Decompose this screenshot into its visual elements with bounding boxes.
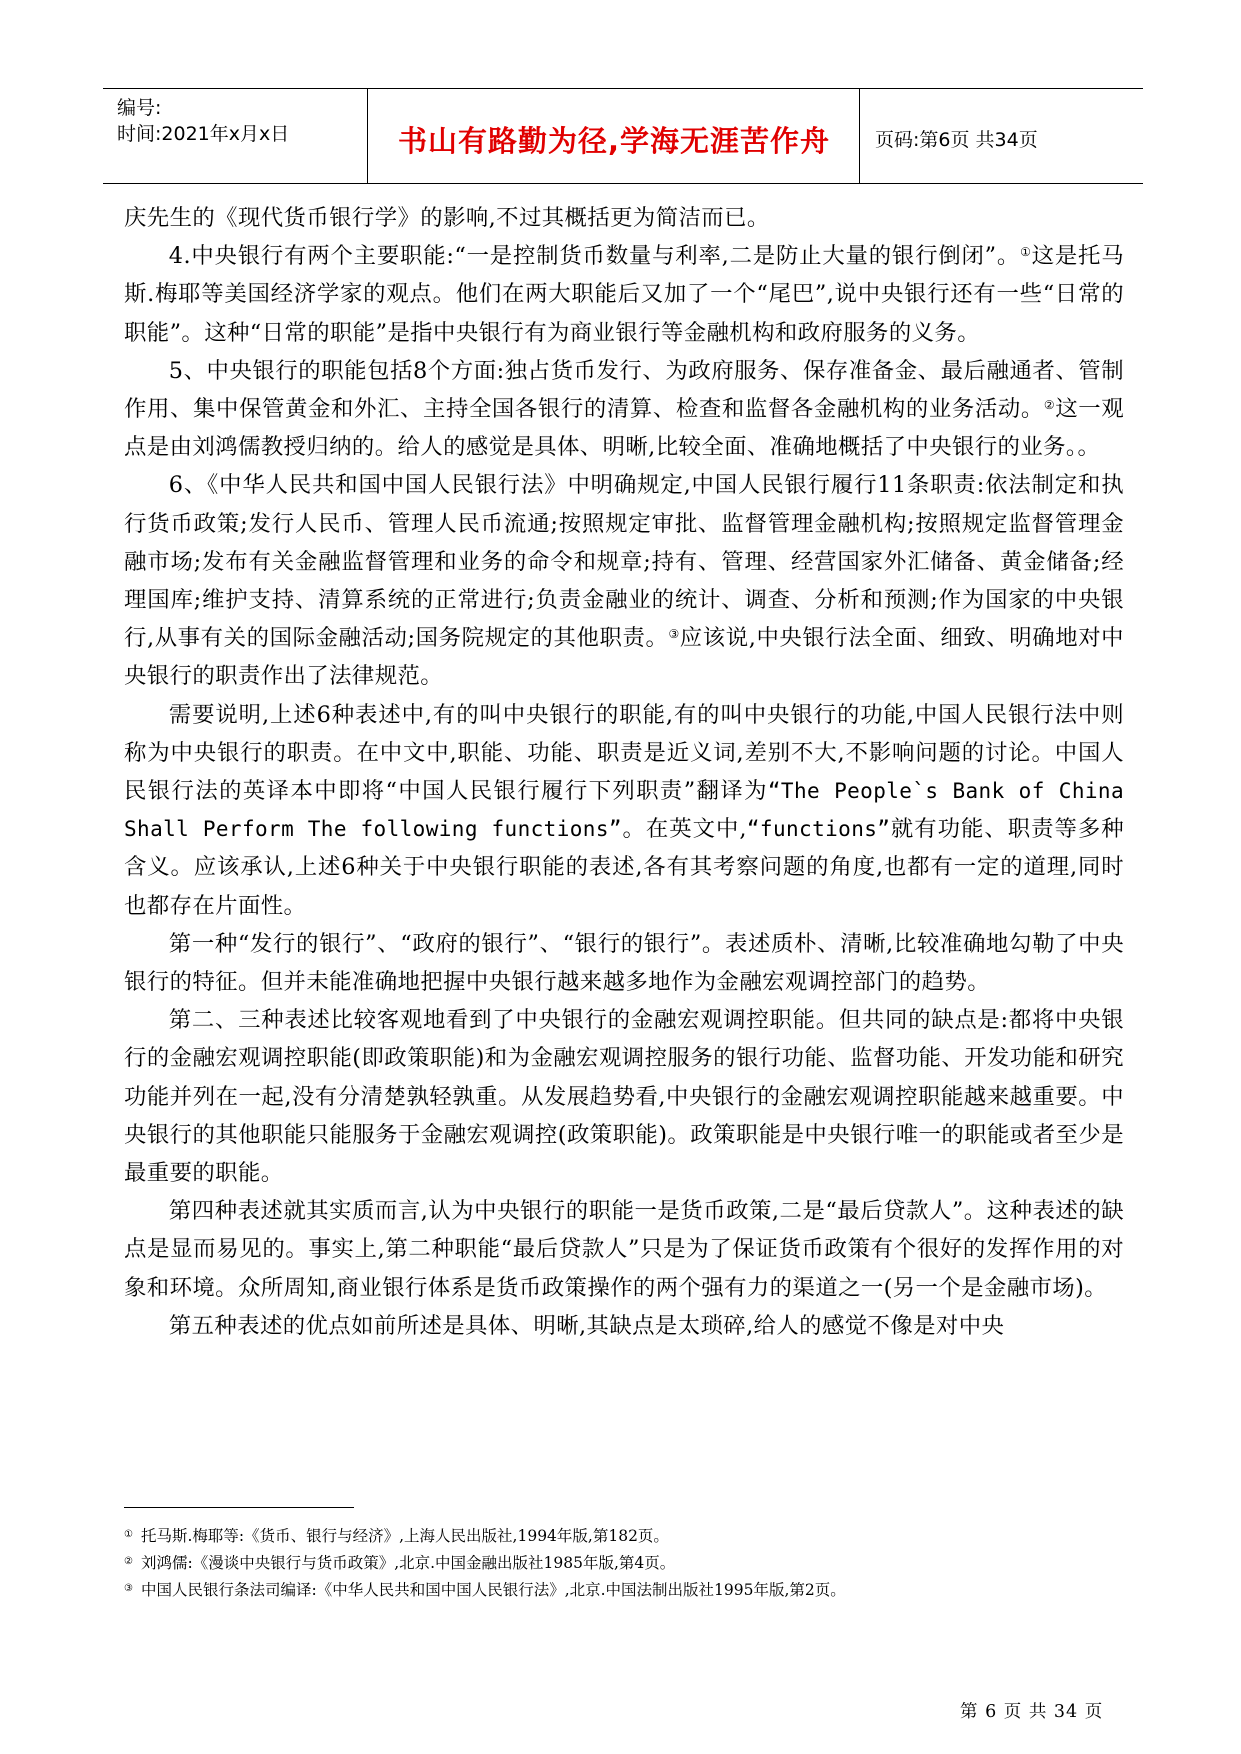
footnote-item: [124, 1522, 1124, 1549]
english-term: “functions”: [746, 817, 891, 842]
footnote-mark: ③: [124, 1583, 133, 1594]
footnote-divider: [124, 1507, 354, 1508]
page-footer-number: 第 6 页 共 34 页: [960, 1702, 1104, 1722]
paragraph-analysis-2-3: 第二、三种表述比较客观地看到了中央银行的金融宏观调控职能。但共同的缺点是:都将中央银行的金融宏观调控职能(即政策职能)和为金融宏观调控服务的银行功能、监督功能、开发功能和研究功能并列在一起,没有分清楚孰轻孰重。从发展趋势看,中央银行的金融宏观调控职能越来越重要。中央银行的其他职能只能服务于金融宏观调控(政策职能)。政策职能是中央银行唯一的职能或者至少是最重要的职能。: [124, 1007, 1124, 1187]
header-page-number: 页码:第6页 共34页: [875, 129, 1038, 151]
paragraph-view-4: [124, 237, 1124, 352]
paragraph-text: 就有功能、职责等多种含义。应该承认,上述6种关于中央银行职能的表述,各有其考察问题的角度,也都有一定的道理,同时也都存在片面性。: [124, 816, 1124, 919]
paragraph-text: 应该说,中央银行法全面、细致、明确地对中央银行的职责作出了法律规范。: [124, 625, 1124, 690]
paragraph-text: 这一观点是由刘鸿儒教授归纳的。给人的感觉是具体、明晰,比较全面、准确地概括了中央银行的业务。。: [124, 396, 1125, 461]
header-middle-cell: [369, 89, 860, 183]
paragraph-analysis-4: 第四种表述就其实质而言,认为中央银行的职能一是货币政策,二是“最后贷款人”。这种表述的缺点是显而易见的。事实上,第二种职能“最后贷款人”只是为了保证货币政策有个很好的发挥作用的对象和环境。众所周知,商业银行体系是货币政策操作的两个强有力的渠道之一(另一个是金融市场)。: [124, 1198, 1124, 1301]
footnote-text: 托马斯.梅耶等:《货币、银行与经济》,上海人民出版社,1994年版,第182页。: [140, 1527, 669, 1545]
page-header: [103, 88, 1143, 184]
paragraph-analysis-5: 第五种表述的优点如前所述是具体、明晰,其缺点是太琐碎,给人的感觉不像是对中央: [168, 1312, 1005, 1339]
header-motto: 书山有路勤为径,学海无涯苦作舟: [397, 124, 831, 158]
document-body: [124, 199, 1124, 1345]
footnote-ref-3: ③: [668, 627, 680, 642]
paragraph-analysis-1: 第一种“发行的银行”、“政府的银行”、“银行的银行”。表述质朴、清晰,比较准确地勾勒了中央银行的特征。但并未能准确地把握中央银行越来越多地作为金融宏观调控部门的趋势。: [124, 930, 1124, 996]
document-time: 时间:2021年x月x日: [117, 123, 290, 145]
header-right-cell: [861, 89, 1143, 183]
footnote-text: 刘鸿儒:《漫谈中央银行与货币政策》,北京.中国金融出版社1985年版,第4页。: [140, 1554, 676, 1572]
footnotes: [124, 1522, 1124, 1603]
footnote-mark: ②: [124, 1556, 133, 1567]
footnote-ref-1: ①: [1020, 245, 1032, 260]
paragraph-text: 这是托马斯.梅耶等美国经济学家的观点。他们在两大职能后又加了一个“尾巴”,说中央银行还有一些“日常的职能”。这种“日常的职能”是指中央银行有为商业银行等金融机构和政府服务的义务。: [124, 243, 1124, 346]
footnote-ref-2: ②: [1043, 398, 1056, 413]
document-number: 编号:: [117, 97, 162, 119]
paragraph-view-5: [124, 352, 1124, 467]
paragraph-text: 6、《中华人民共和国中国人民银行法》中明确规定,中国人民银行履行11条职责:依法制定和执行货币政策;发行人民币、管理人民币流通;按照规定审批、监督管理金融机构;按照规定监督管理金融市场;发布有关金融监督管理和业务的命令和规章;持有、管理、经营国家外汇储备、黄金储备;经理国库;维护支持、清算系统的正常进行;负责金融业的统计、调查、分析和预测;作为国家的中央银行,从事有关的国际金融活动;国务院规定的其他职责。: [124, 472, 1124, 652]
footnote-text: 中国人民银行条法司编译:《中华人民共和国中国人民银行法》,北京.中国法制出版社1995年版,第2页。: [140, 1581, 846, 1599]
footnote-item: [124, 1576, 1124, 1603]
paragraph-text: 4.中央银行有两个主要职能:“一是控制货币数量与利率,二是防止大量的银行倒闭”。: [168, 243, 1021, 270]
paragraph-text: 5、中央银行的职能包括8个方面:独占货币发行、为政府服务、保存准备金、最后融通者、管制作用、集中保管黄金和外汇、主持全国各银行的清算、检查和监督各金融机构的业务活动。: [124, 357, 1124, 423]
footnote-item: [124, 1549, 1124, 1576]
paragraph-text: 。在英文中,: [621, 816, 747, 843]
paragraph-text: 需要说明,上述6种表述中,有的叫中央银行的职能,有的叫中央银行的功能,中国人民银行法中则称为中央银行的职责。在中文中,职能、功能、职责是近义词,差别不大,不影响问题的讨论。中国人民银行法的英译本中即将“中国人民银行履行下列职责”翻译为: [124, 701, 1124, 805]
footnote-mark: ①: [124, 1529, 133, 1540]
header-left-cell: [103, 89, 368, 183]
paragraph-view-6: [124, 466, 1124, 695]
paragraph-continuation: 庆先生的《现代货币银行学》的影响,不过其概括更为简洁而已。: [124, 205, 770, 231]
paragraph-explanation: [124, 696, 1124, 925]
english-translation: “The People`s Bank of China Shall Perform The following functions”: [124, 779, 1125, 842]
